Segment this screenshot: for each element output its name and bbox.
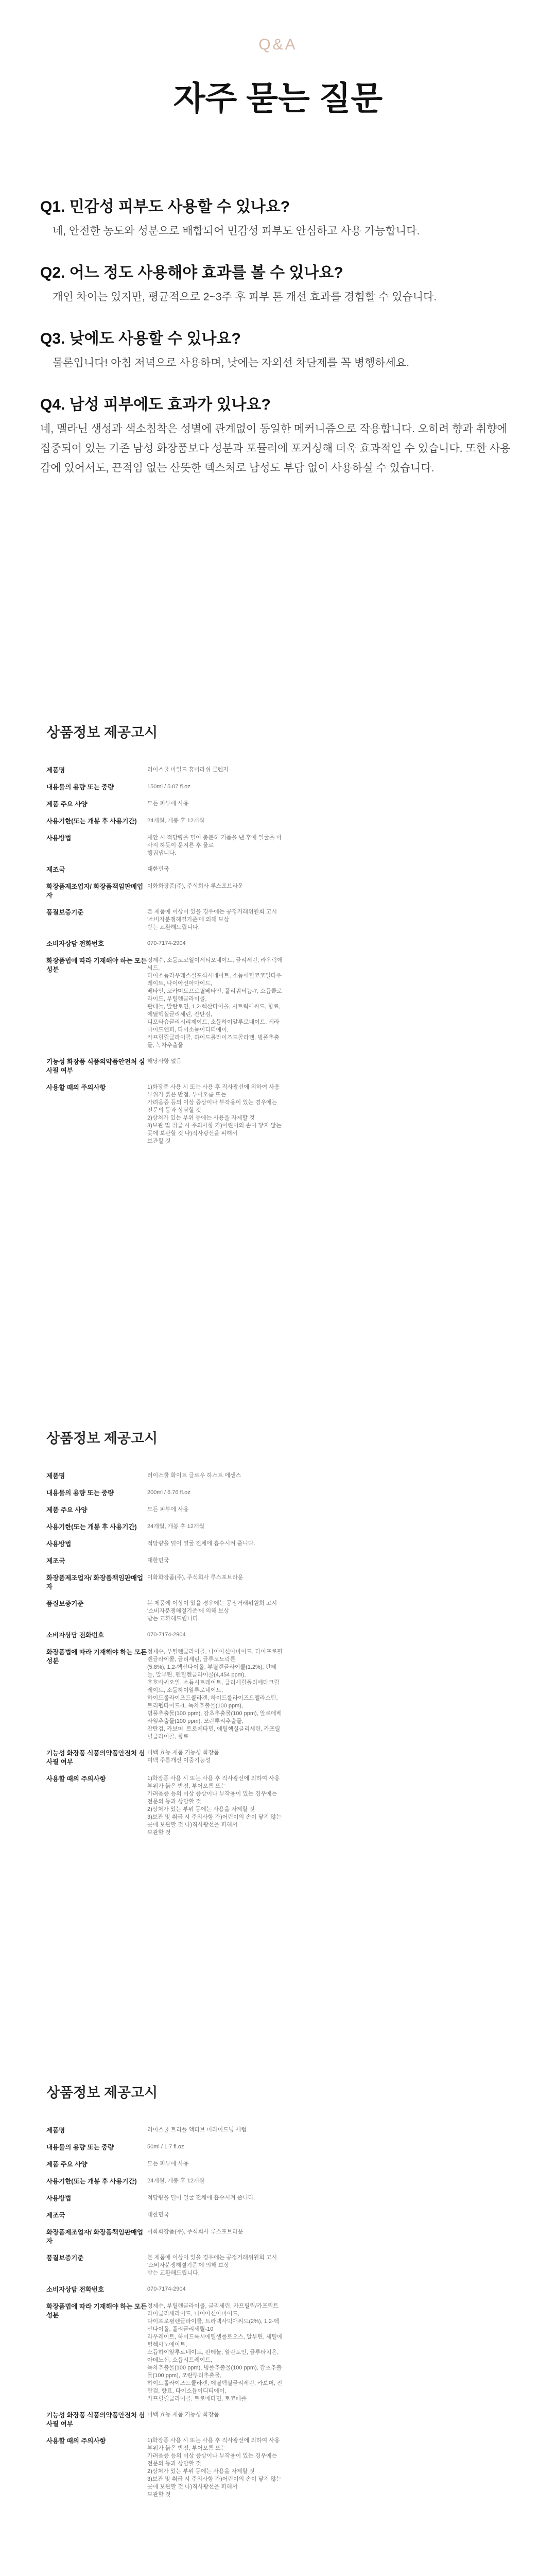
notice-row xyxy=(46,1054,510,1079)
faq-question: Q1. 민감성 피부도 사용할 수 있나요? xyxy=(40,198,290,215)
notice-label: 제조국 xyxy=(46,2212,65,2219)
notice-value: 대한민국 xyxy=(147,866,169,872)
notice-row xyxy=(46,1485,510,1502)
notice-row xyxy=(46,2298,510,2407)
product-notice-3 xyxy=(46,2081,510,2503)
faq-title: 자주 묻는 질문 xyxy=(173,80,383,117)
notice-label: 소비자상담 전화번호 xyxy=(46,1632,105,1639)
notice-label: 사용할 때의 주의사항 xyxy=(46,1775,106,1783)
notice-value: 24개월, 개봉 후 12개월 xyxy=(147,1523,205,1530)
faq-answer: 개인 차이는 있지만, 평균적으로 2~3주 후 피부 톤 개선 효과를 경험할 수 있습니다. xyxy=(53,291,437,303)
notice-value: 모든 피부에 사용 xyxy=(147,801,189,807)
product-notice-2 xyxy=(46,1427,510,1841)
notice-value: 본 제품에 이상이 있을 경우에는 공정거래위원회 고시 '소비자분쟁해결기준'에 의해 보상 받는 교환해드립니다. xyxy=(147,1600,277,1622)
notice-title: 상품정보 제공고시 xyxy=(46,725,158,740)
notice-label: 사용방법 xyxy=(46,835,72,842)
product-notice-1 xyxy=(46,721,510,1149)
notice-label: 내용물의 용량 또는 중량 xyxy=(46,784,114,791)
faq-question: Q3. 낮에도 사용할 수 있나요? xyxy=(40,330,241,347)
notice-value: 적당량을 덜어 얼굴 전체에 흡수시켜 줍니다. xyxy=(147,1540,255,1547)
faq-header xyxy=(0,0,556,120)
notice-rows xyxy=(46,762,510,1149)
notice-value: 세안 시 적당량을 덜어 충분히 거품을 낸 후에 얼굴을 마사지 하듯이 문지른 후 물로 헹궈냅니다. xyxy=(147,835,282,856)
notice-value: 24개월, 개봉 후 12개월 xyxy=(147,818,205,824)
faq-item xyxy=(40,197,516,241)
notice-row xyxy=(46,2281,510,2298)
notice-row xyxy=(46,813,510,830)
notice-label: 화장품법에 따라 기재해야 하는 모든 성분 xyxy=(46,2303,147,2319)
notice-value: 본 제품에 이상이 있을 경우에는 공정거래위원회 고시 '소비자분쟁해결기준'에 의해 보상 받는 교환해드립니다. xyxy=(147,909,277,930)
notice-row xyxy=(46,1771,510,1841)
notice-value: 이화화장품(주), 주식회사 루스포브라운 xyxy=(147,1574,244,1581)
notice-label: 제품 주요 사양 xyxy=(46,1506,88,1514)
notice-label: 화장품제조업자/ 화장품책임판매업자 xyxy=(46,883,144,899)
notice-value: 적당량을 덜어 얼굴 전체에 흡수시켜 줍니다. xyxy=(147,2195,255,2201)
notice-value: 모든 피부에 사용 xyxy=(147,1506,189,1513)
notice-row xyxy=(46,2190,510,2207)
notice-label: 화장품제조업자/ 화장품책임판매업자 xyxy=(46,2229,144,2245)
notice-value: 미백 효능 제품 기능성 화장품 미백 주름개선 이중기능성 xyxy=(147,1750,219,1764)
notice-row xyxy=(46,2122,510,2139)
notice-label: 제조국 xyxy=(46,1557,65,1565)
notice-value: 대한민국 xyxy=(147,1557,169,1564)
notice-label: 사용기한(또는 개봉 후 사용기간) xyxy=(46,2178,137,2185)
notice-row xyxy=(46,861,510,878)
notice-value: 미백 효능 제품 기능성 화장품 xyxy=(147,2412,219,2418)
notice-value: 대한민국 xyxy=(147,2212,169,2218)
notice-rows xyxy=(46,1468,510,1841)
faq-item xyxy=(40,263,516,307)
notice-row xyxy=(46,1468,510,1485)
notice-value: 이화화장품(주), 주식회사 루스포브라운 xyxy=(147,883,244,889)
notice-value: 본 제품에 이상이 있을 경우에는 공정거래위원회 고시 '소비자분쟁해결기준'에 의해 보상 받는 교환해드립니다. xyxy=(147,2255,277,2276)
notice-row xyxy=(46,796,510,813)
notice-value: 1)화장품 사용 시 또는 사용 후 직사광선에 의하여 사용부위가 붉은 반점, 부어오름 또는 가려움증 등의 이상 증상이나 부작용이 있는 경우에는 전문의 등과 상담할 것 2)상처가 있는 부위 등에는 사용을 자제할 것 3)보관 및 취급 시 주의사항 가)어린이의 손이 닿지 않는 곳에 보관할 것 나)직사광선을 피해서 보관할 것 xyxy=(147,2437,282,2498)
notice-row xyxy=(46,1745,510,1771)
notice-row xyxy=(46,904,510,936)
notice-value: 24개월, 개봉 후 12개월 xyxy=(147,2178,205,2184)
notice-label: 사용기한(또는 개봉 후 사용기간) xyxy=(46,818,137,825)
faq-eyebrow: Q&A xyxy=(258,36,298,53)
notice-label: 품질보증기준 xyxy=(46,2255,84,2262)
notice-row xyxy=(46,1553,510,1570)
notice-label: 제품 주요 사양 xyxy=(46,801,88,808)
notice-row xyxy=(46,1596,510,1627)
notice-row xyxy=(46,2224,510,2250)
notice-row xyxy=(46,1502,510,1519)
faq-answer: 물론입니다! 아침 저녁으로 사용하며, 낮에는 자외선 차단제를 꼭 병행하세요. xyxy=(53,357,410,369)
notice-label: 내용물의 용량 또는 중량 xyxy=(46,1489,114,1497)
notice-label: 사용방법 xyxy=(46,1540,72,1548)
notice-row xyxy=(46,1644,510,1745)
notice-label: 내용물의 용량 또는 중량 xyxy=(46,2144,114,2151)
notice-row xyxy=(46,1519,510,1536)
notice-row xyxy=(46,2407,510,2433)
notice-row xyxy=(46,1627,510,1644)
notice-label: 사용할 때의 주의사항 xyxy=(46,1084,106,1091)
notice-label: 사용할 때의 주의사항 xyxy=(46,2437,106,2445)
notice-label: 기능성 화장품 식품의약품안전처 심사필 여부 xyxy=(46,1750,145,1766)
notice-row xyxy=(46,1079,510,1149)
notice-value: 정제수, 부틸렌글라이콜, 나이아신아마이드, 다이프로필렌글라이콜, 글리세린, 글루코노락톤 (5.8%), 1,2-헥산다이올, 부틸렌글라이콜(1.2%), 판테놀, 알부틴, 펜틸렌글라이콜(4,454 ppm), 호호바씨오일, 소듐시트레이트, 글리세릴폴리메타크릴레이트, 소듐하이알루로네이트, 하이드롤라이즈드콜라겐, 하이드롤라이즈드엘라스틴, 트리펩타이드-1, 녹차추출물(100 ppm), 병풀추출물(100 ppm), 감초추출물(100 ppm), 알로에베라잎추출물(100 ppm), 모란뿌리추출물, 잔탄검, 카보머, 트로메타민, 에틸헥실글리세린, 카프릴릴글라이콜, 향료 xyxy=(147,1649,283,1740)
notice-value: 1)화장품 사용 시 또는 사용 후 직사광선에 의하여 사용부위가 붉은 반점, 부어오름 또는 가려움증 등의 이상 증상이나 부작용이 있는 경우에는 전문의 등과 상담할 것 2)상처가 있는 부위 등에는 사용을 자제할 것 3)보관 및 취급 시 주의사항 가)어린이의 손이 닿지 않는 곳에 보관할 것 나)직사광선을 피해서 보관할 것 xyxy=(147,1084,282,1144)
notice-value: 070-7174-2904 xyxy=(147,940,186,946)
notice-row xyxy=(46,878,510,904)
faq-question: Q2. 어느 정도 사용해야 효과를 볼 수 있나요? xyxy=(40,264,343,281)
notice-label: 기능성 화장품 식품의약품안전처 심사필 여부 xyxy=(46,2412,145,2428)
notice-label: 제품 주요 사양 xyxy=(46,2161,88,2168)
faq-question: Q4. 남성 피부에도 효과가 있나요? xyxy=(40,396,271,413)
notice-value: 모든 피부에 사용 xyxy=(147,2161,189,2167)
faq-list xyxy=(0,120,556,478)
notice-label: 사용기한(또는 개봉 후 사용기간) xyxy=(46,1523,137,1531)
notice-row xyxy=(46,953,510,1054)
notice-label: 제품명 xyxy=(46,2127,65,2134)
notice-value: 070-7174-2904 xyxy=(147,1632,186,1638)
notice-value: 이화화장품(주), 주식회사 루스포브라운 xyxy=(147,2229,244,2235)
notice-row xyxy=(46,830,510,861)
notice-label: 제품명 xyxy=(46,767,65,774)
notice-value: 러이스쿨 마일드 휴미라쉬 클렌저 xyxy=(147,767,229,773)
notice-row xyxy=(46,1570,510,1596)
notice-row xyxy=(46,2207,510,2224)
notice-label: 소비자상담 전화번호 xyxy=(46,940,105,947)
notice-row xyxy=(46,2250,510,2281)
notice-label: 사용방법 xyxy=(46,2195,72,2202)
faq-section xyxy=(0,0,556,478)
notice-row xyxy=(46,2156,510,2173)
notice-row xyxy=(46,2173,510,2190)
notice-value: 러이스쿨 트리플 액티브 미라이드닝 세럼 xyxy=(147,2127,247,2133)
notice-value: 200ml / 6.76 fl.oz xyxy=(147,1489,190,1496)
notice-row xyxy=(46,2433,510,2503)
faq-answer: 네, 안전한 농도와 성분으로 배합되어 민감성 피부도 안심하고 사용 가능합니다. xyxy=(53,225,420,237)
notice-row xyxy=(46,1536,510,1553)
notice-label: 소비자상담 전화번호 xyxy=(46,2286,105,2293)
notice-value: 50ml / 1.7 fl.oz xyxy=(147,2144,184,2150)
notice-label: 품질보증기준 xyxy=(46,1600,84,1607)
notice-row xyxy=(46,2139,510,2156)
notice-value: 150ml / 5.07 fl.oz xyxy=(147,784,190,790)
notice-rows xyxy=(46,2122,510,2503)
notice-label: 화장품법에 따라 기재해야 하는 모든 성분 xyxy=(46,1649,147,1665)
notice-title: 상품정보 제공고시 xyxy=(46,1431,158,1446)
notice-row xyxy=(46,936,510,953)
notice-value: 해당사항 없음 xyxy=(147,1058,182,1064)
notice-value: 러이스쿨 화이트 글로우 하스트 에센스 xyxy=(147,1472,241,1479)
notice-label: 제품명 xyxy=(46,1472,65,1480)
faq-item xyxy=(40,395,516,478)
notice-value: 070-7174-2904 xyxy=(147,2286,186,2292)
notice-label: 제조국 xyxy=(46,866,65,873)
notice-value: 정제수, 부틸렌글라이콜, 글리세린, 카프릴릭/카프릭트라이글리세라이드, 나이아신아마이드, 다이프로필렌글라이콜, 트라넥사믹애씨드(2%), 1,2-헥산다이올, 폴리글리세릴-10 라우레이트, 하이드록시에틸셀룰로오스, 알부틴, 세틸에틸헥사노에이트, 소듐하이알루로네이트, 판테놀, 알란토인, 글루타치온, 아데노신, 소듐시트레이트, 녹차추출물(100 ppm), 병풀추출물(100 ppm), 감초추출물(100 ppm), 모란뿌리추출물, 하이드롤라이즈드콜라겐, 에틸헥실글리세린, 카보머, 잔탄검, 향료, 다이소듐이디티에이, 카프릴릴글라이콜, 트로메타민, 토코페롤 xyxy=(147,2303,283,2402)
notice-label: 화장품제조업자/ 화장품책임판매업자 xyxy=(46,1574,144,1590)
notice-label: 품질보증기준 xyxy=(46,909,84,916)
notice-row xyxy=(46,779,510,796)
notice-label: 화장품법에 따라 기재해야 하는 모든 성분 xyxy=(46,957,147,973)
notice-value: 정제수, 소듐코코일이세티오네이트, 글리세린, 라우릭애씨드, 다이소듐라우레스설포석시네이트, 소듐메틸코코일타우레이트, 나이아신아마이드, 베타인, 코카미도프로필베타인, 폴리쿼터늄-7, 소듐클로라이드, 부틸렌글라이콜, 판테놀, 알란토인, 1,2-헥산다이올, 시트릭애씨드, 향료, 에틸헥실글리세린, 잔탄검, 디포타슘글리시리제이트, 소듐하이알루로네이트, 세라마이드엔피, 다이소듐이디티에이, 카프릴릴글라이콜, 하이드롤라이즈드콜라겐, 병풀추출물, 녹차추출물 xyxy=(147,957,283,1048)
faq-item xyxy=(40,329,516,373)
faq-answer: 네, 멜라닌 생성과 색소침착은 성별에 관계없이 동일한 메커니즘으로 작용합니다. 오히려 향과 취향에 집중되어 있는 기존 남성 화장품보다 성분과 포뮬러에 포커싱해 더욱 효과적일 수 있습니다. 또한 사용감에 있어서도, 끈적임 없는 산뜻한 텍스처로 남성도 부담 없이 사용하실 수 있습니다. xyxy=(40,423,511,474)
notice-row xyxy=(46,762,510,779)
notice-title: 상품정보 제공고시 xyxy=(46,2085,158,2100)
notice-label: 기능성 화장품 식품의약품안전처 심사필 여부 xyxy=(46,1058,145,1074)
notice-value: 1)화장품 사용 시 또는 사용 후 직사광선에 의하여 사용부위가 붉은 반점, 부어오름 또는 가려움증 등의 이상 증상이나 부작용이 있는 경우에는 전문의 등과 상담할 것 2)상처가 있는 부위 등에는 사용을 자제할 것 3)보관 및 취급 시 주의사항 가)어린이의 손이 닿지 않는 곳에 보관할 것 나)직사광선을 피해서 보관할 것 xyxy=(147,1775,282,1836)
